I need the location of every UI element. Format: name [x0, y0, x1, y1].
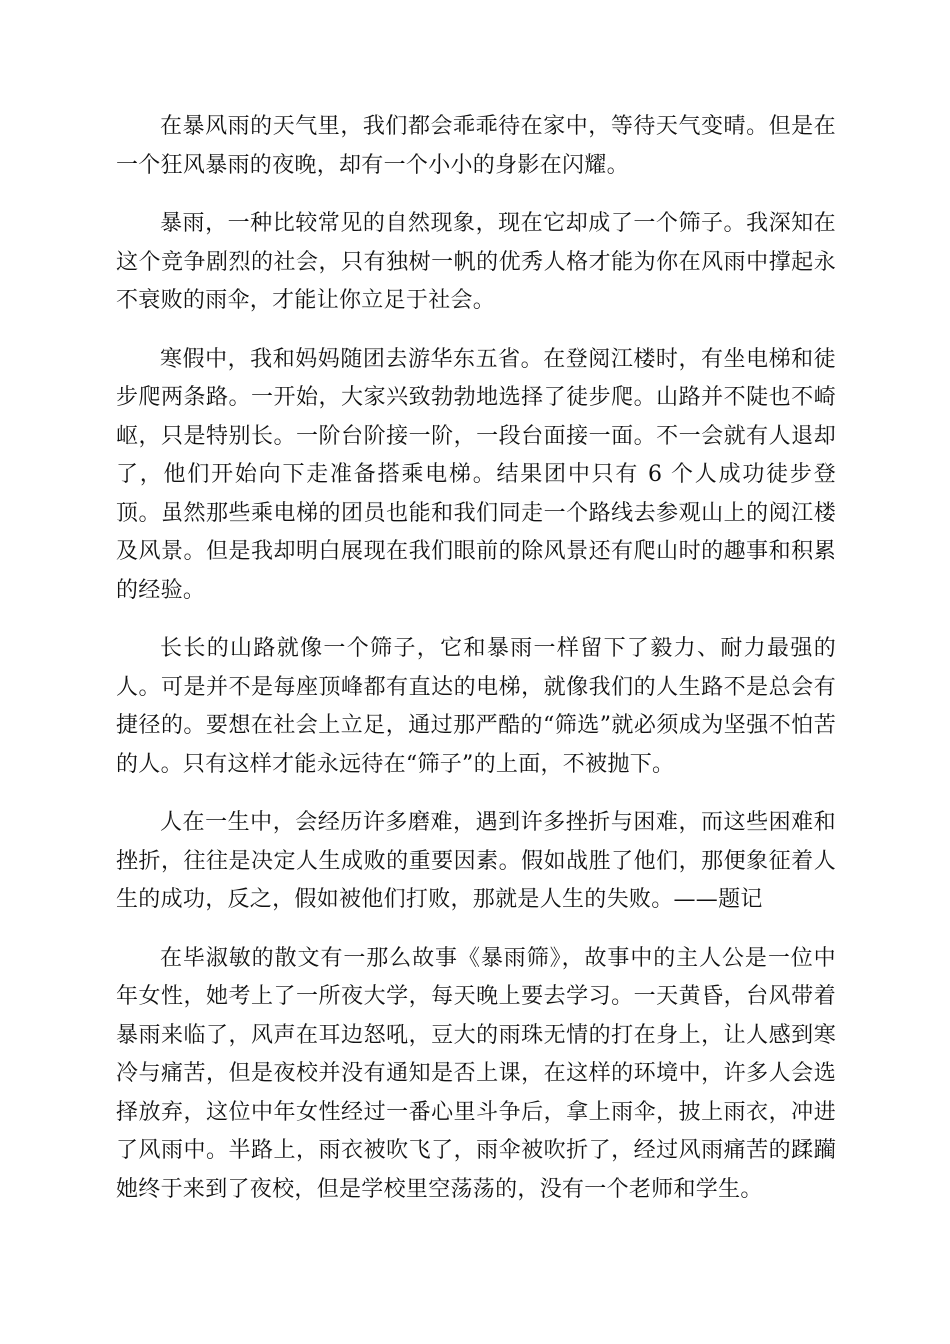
paragraph-5: 人在一生中，会经历许多磨难，遇到许多挫折与困难，而这些困难和挫折，往往是决定人生成败的重要因素。假如战胜了他们，那便象征着人生的成功，反之，假如被他们打败，那就是人生的失败。——题记	[116, 810, 836, 912]
document-body	[116, 108, 836, 1229]
paragraph-3: 寒假中，我和妈妈随团去游华东五省。在登阅江楼时，有坐电梯和徒步爬两条路。一开始，大家兴致勃勃地选择了徒步爬。山路并不陡也不崎岖，只是特别长。一阶台阶接一阶，一段台面接一面。不一会就有人退却了，他们开始向下走准备搭乘电梯。结果团中只有 6 个人成功徒步登顶。虽然那些乘电梯的团员也能和我们同走一个路线去参观山上的阅江楼及风景。但是我却明白展现在我们眼前的除风景还有爬山时的趣事和积累的经验。	[116, 346, 836, 603]
paragraph-1: 在暴风雨的天气里，我们都会乖乖待在家中，等待天气变晴。但是在一个狂风暴雨的夜晚，却有一个小小的身影在闪耀。	[116, 114, 836, 178]
paragraph-2: 暴雨，一种比较常见的自然现象，现在它却成了一个筛子。我深知在这个竞争剧烈的社会，只有独树一帆的优秀人格才能为你在风雨中撑起永不衰败的雨伞，才能让你立足于社会。	[116, 211, 836, 313]
paragraph-6: 在毕淑敏的散文有一那么故事《暴雨筛》，故事中的主人公是一位中年女性，她考上了一所夜大学，每天晚上要去学习。一天黄昏，台风带着暴雨来临了，风声在耳边怒吼，豆大的雨珠无情的打在身上，让人感到寒冷与痛苦，但是夜校并没有通知是否上课，在这样的环境中，许多人会选择放弃，这位中年女性经过一番心里斗争后，拿上雨伞，披上雨衣，冲进了风雨中。半路上，雨衣被吹飞了，雨伞被吹折了，经过风雨痛苦的蹂躏她终于来到了夜校，但是学校里空荡荡的，没有一个老师和学生。	[116, 945, 836, 1202]
paragraph-4: 长长的山路就像一个筛子，它和暴雨一样留下了毅力、耐力最强的人。可是并不是每座顶峰都有直达的电梯，就像我们的人生路不是总会有捷径的。要想在社会上立足，通过那严酷的“筛选”就必须成为坚强不怕苦的人。只有这样才能永远待在“筛子”的上面，不被抛下。	[116, 636, 836, 777]
